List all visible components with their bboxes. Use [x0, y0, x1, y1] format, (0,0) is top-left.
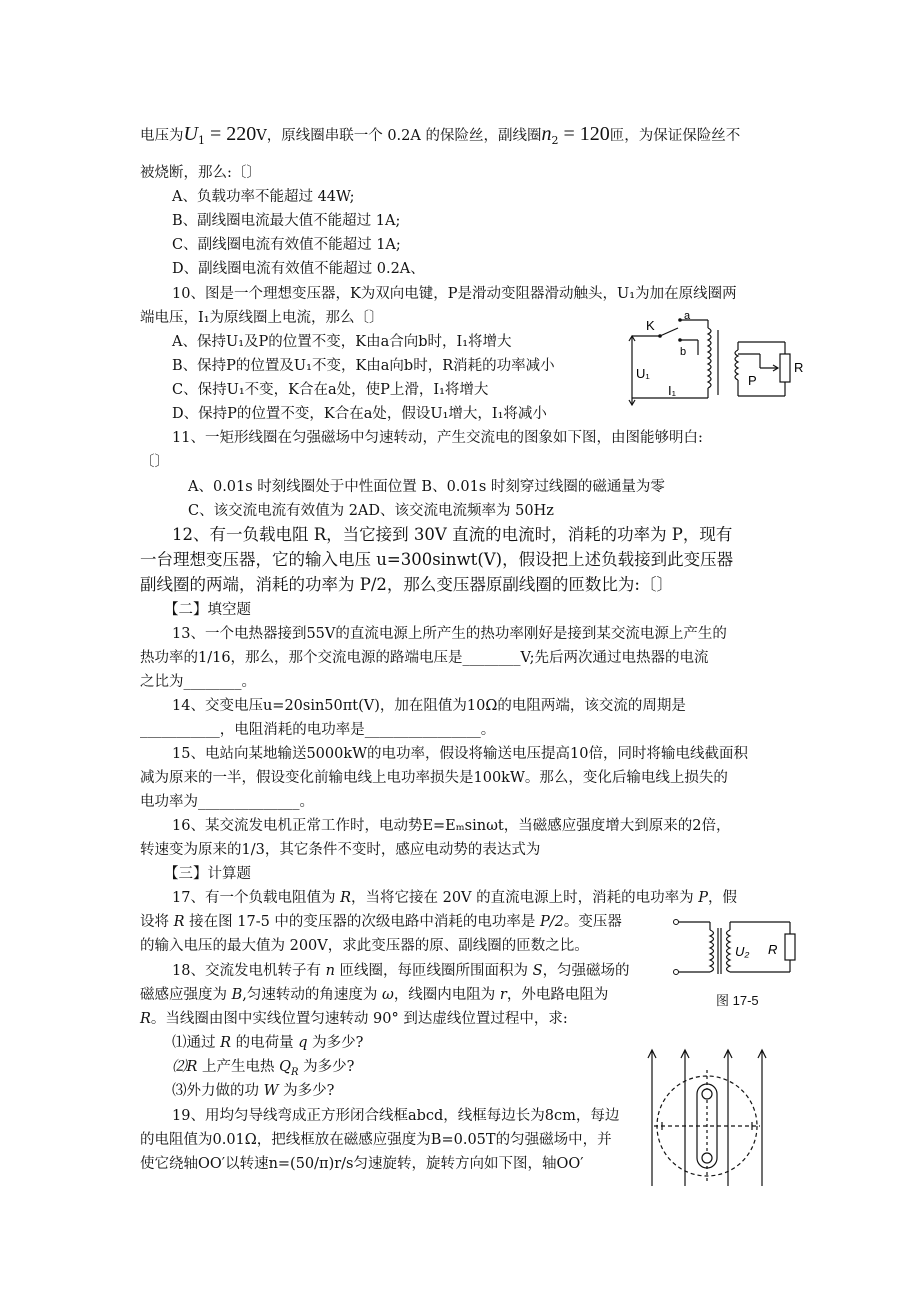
- q10-option-d: D、保持P的位置不变，K合在a处，假设U₁增大，I₁将减小: [172, 406, 547, 422]
- q17-text: 17、有一个负载电阻值为: [172, 890, 341, 906]
- q9-line1: [140, 124, 740, 151]
- q18-var-q: q: [298, 1035, 308, 1051]
- u1-value: = 220: [204, 123, 257, 145]
- q18-text: 磁感应强度为: [140, 987, 232, 1003]
- q18-text: 为多少?: [278, 1083, 335, 1099]
- q13-line3: 之比为________。: [140, 674, 256, 690]
- q18-var-s: S: [532, 963, 543, 979]
- q18-sub1: [172, 1033, 363, 1053]
- label-b: b: [680, 346, 687, 358]
- label-i1: I₁: [668, 383, 676, 398]
- n2-value: = 120: [558, 123, 610, 145]
- q16-line1: 16、某交流发电机正常工作时，电动势E=Eₘsinωt，当磁感应强度增大到原来的2倍，: [172, 818, 731, 834]
- q18-var-r: r: [499, 987, 507, 1003]
- q12-line2: 一台理想变压器，它的输入电压 u=300sinwt(V)，假设把上述负载接到此变压器: [140, 550, 734, 569]
- q17-var-p: P: [698, 890, 708, 906]
- q18-var-w: W: [263, 1083, 279, 1099]
- section-calculation: 【三】计算题: [164, 866, 251, 882]
- q17-transformer-diagram: [668, 912, 804, 984]
- q14-line2: ___________，电阻消耗的电功率是________________。: [140, 722, 496, 738]
- q18-text: 。当线圈由图中实线位置匀速转动 90° 到达虚线位置过程中，求:: [150, 1011, 568, 1027]
- q11-options-ab: A、0.01s 时刻线圈处于中性面位置 B、0.01s 时刻穿过线圈的磁通量为零: [188, 479, 665, 495]
- q18-text: 为多少?: [298, 1059, 355, 1075]
- q10-line1: 10、图是一个理想变压器，K为双向电键，P是滑动变阻器滑动触头，U₁为加在原线圈两: [172, 286, 737, 302]
- q18-var-b: B: [231, 987, 243, 1003]
- label-k: K: [646, 318, 655, 333]
- q10-line2: 端电压，I₁为原线圈上电流，那么〔〕: [140, 310, 384, 326]
- q18-var-r: R: [220, 1035, 232, 1051]
- q18-text: ，外电路电阻为: [506, 987, 609, 1003]
- figure-caption: 图 17-5: [716, 993, 759, 1008]
- q18-line2: [140, 985, 608, 1005]
- q18-line1: [172, 961, 630, 981]
- magnetic-field-diagram: [640, 1046, 775, 1188]
- q18-text: 的电荷量: [231, 1035, 299, 1051]
- q12-line1: 12、有一负载电阻 R，当它接到 30V 直流的电流时，消耗的功率为 P，现有: [172, 525, 733, 544]
- q17-line1: [172, 888, 737, 908]
- u1-subscript: 1: [197, 133, 205, 147]
- q18-text: ⑶外力做的功: [172, 1083, 264, 1099]
- q13-line2: 热功率的1/16，那么，那个交流电源的路端电压是________V;先后两次通过电热器的电流: [140, 650, 709, 666]
- q18-sub2: [172, 1057, 354, 1083]
- q15-line3: 电功率为______________。: [140, 794, 314, 810]
- label-a: a: [684, 310, 691, 322]
- q12-line3: 副线圈的两端，消耗的功率为 P/2，那么变压器原副线圈的匝数比为:〔〕: [140, 575, 673, 594]
- q11-line1: 11、一矩形线圈在匀强磁场中匀速转动，产生交流电的图象如下图，由图能够明白:: [172, 430, 703, 446]
- q19-line1: 19、用均匀导线弯成正方形闭合线框abcd，线框每边长为8cm，每边: [172, 1108, 620, 1124]
- q18-text: 18、交流发电机转子有: [172, 963, 326, 979]
- q17-var-r: R: [173, 914, 185, 930]
- q18-text: ，匀强磁场的: [542, 963, 630, 979]
- q18-sub3: [172, 1081, 334, 1101]
- q9-text: 匝，为保证保险丝不: [609, 128, 741, 144]
- q9-text: V，原线圈串联一个 0.2A 的保险丝，副线圈: [256, 128, 542, 144]
- q17-text: 。变压器: [563, 914, 622, 930]
- q16-line2: 转速变为原来的1/3，其它条件不变时，感应电动势的表达式为: [140, 842, 541, 858]
- q18-text: ，线圈内电阻为: [393, 987, 500, 1003]
- q15-line1: 15、电站向某地输送5000kW的电功率，假设将输送电压提高10倍，同时将输电线截面积: [172, 746, 748, 762]
- q9-text: 电压为: [140, 128, 184, 144]
- q10-option-a: A、保持U₁及P的位置不变，K由a合向b时，I₁将增大: [172, 334, 512, 350]
- q18-text: 为多少?: [307, 1035, 364, 1051]
- section-fill-in: 【二】填空题: [164, 602, 251, 618]
- q17-text: ，假: [708, 890, 737, 906]
- q18-var-n: n: [325, 963, 335, 979]
- q11-line2: 〔〕: [140, 454, 169, 470]
- n2-subscript: 2: [551, 133, 559, 147]
- q14-line1: 14、交变电压u=20sin50πt(V)，加在阻值为10Ω的电阻两端，该交流的周期是: [172, 698, 686, 714]
- q19-line3: 使它绕轴OO′以转速n=(50/π)r/s匀速旋转，旋转方向如下图，轴OO′: [140, 1156, 584, 1172]
- q9-option-d: D、副线圈电流有效值不能超过 0.2A、: [172, 261, 425, 277]
- label-r: R: [768, 942, 778, 957]
- q18-text: ,匀速转动的角速度为: [242, 987, 382, 1003]
- q11-options-cd: C、该交流电流有效值为 2AD、该交流电流频率为 50Hz: [188, 503, 554, 519]
- q18-subscript-r: R: [291, 1066, 299, 1078]
- n2-symbol: n: [541, 123, 552, 145]
- q10-option-b: B、保持P的位置及U₁不变，K由a向b时，R消耗的功率减小: [172, 358, 555, 374]
- q17-var-p-half: P/2: [540, 914, 564, 930]
- q17-line3: 的输入电压的最大值为 200V，求此变压器的原、副线圈的匝数之比。: [140, 938, 589, 954]
- label-p: P: [748, 373, 757, 388]
- q17-text: ，当将它接在 20V 的直流电源上时，消耗的电功率为: [350, 890, 699, 906]
- q9-option-b: B、副线圈电流最大值不能超过 1A;: [172, 213, 401, 229]
- label-u2: U₂: [735, 944, 750, 959]
- q17-text: 设将: [140, 914, 174, 930]
- q17-var-r: R: [340, 890, 351, 906]
- q18-var-q: Q: [279, 1059, 292, 1075]
- q18-text: 上产生电热: [197, 1059, 280, 1075]
- q18-var-omega: ω: [381, 987, 394, 1003]
- q18-text: ⑴通过: [172, 1035, 221, 1051]
- q15-line2: 减为原来的一半，假设变化前输电线上电功率损失是100kW。那么，变化后输电线上损失的: [140, 770, 728, 786]
- q10-transformer-diagram: [620, 310, 810, 415]
- q17-text: 接在图 17-5 中的变压器的次级电路中消耗的电功率是: [184, 914, 541, 930]
- label-u1: U₁: [636, 366, 650, 381]
- q18-var-r: ⑵R: [172, 1059, 198, 1075]
- q9-option-a: A、负载功率不能超过 44W;: [172, 189, 355, 205]
- q19-line2: 的电阻值为0.01Ω，把线框放在磁感应强度为B=0.05T的匀强磁场中，并: [140, 1132, 612, 1148]
- q18-line3: [140, 1009, 568, 1029]
- q18-text: 匝线圈，每匝线圈所围面积为: [334, 963, 533, 979]
- label-r: R: [794, 360, 804, 375]
- q13-line1: 13、一个电热器接到55V的直流电源上所产生的热功率刚好是接到某交流电源上产生的: [172, 626, 727, 642]
- u1-symbol: U: [183, 123, 198, 145]
- q9-line2: 被烧断，那么:〔〕: [140, 165, 261, 181]
- q18-var-r: R: [140, 1011, 151, 1027]
- q17-line2: [140, 912, 622, 932]
- q9-option-c: C、副线圈电流有效值不能超过 1A;: [172, 237, 401, 253]
- q10-option-c: C、保持U₁不变，K合在a处，使P上滑，I₁将增大: [172, 382, 489, 398]
